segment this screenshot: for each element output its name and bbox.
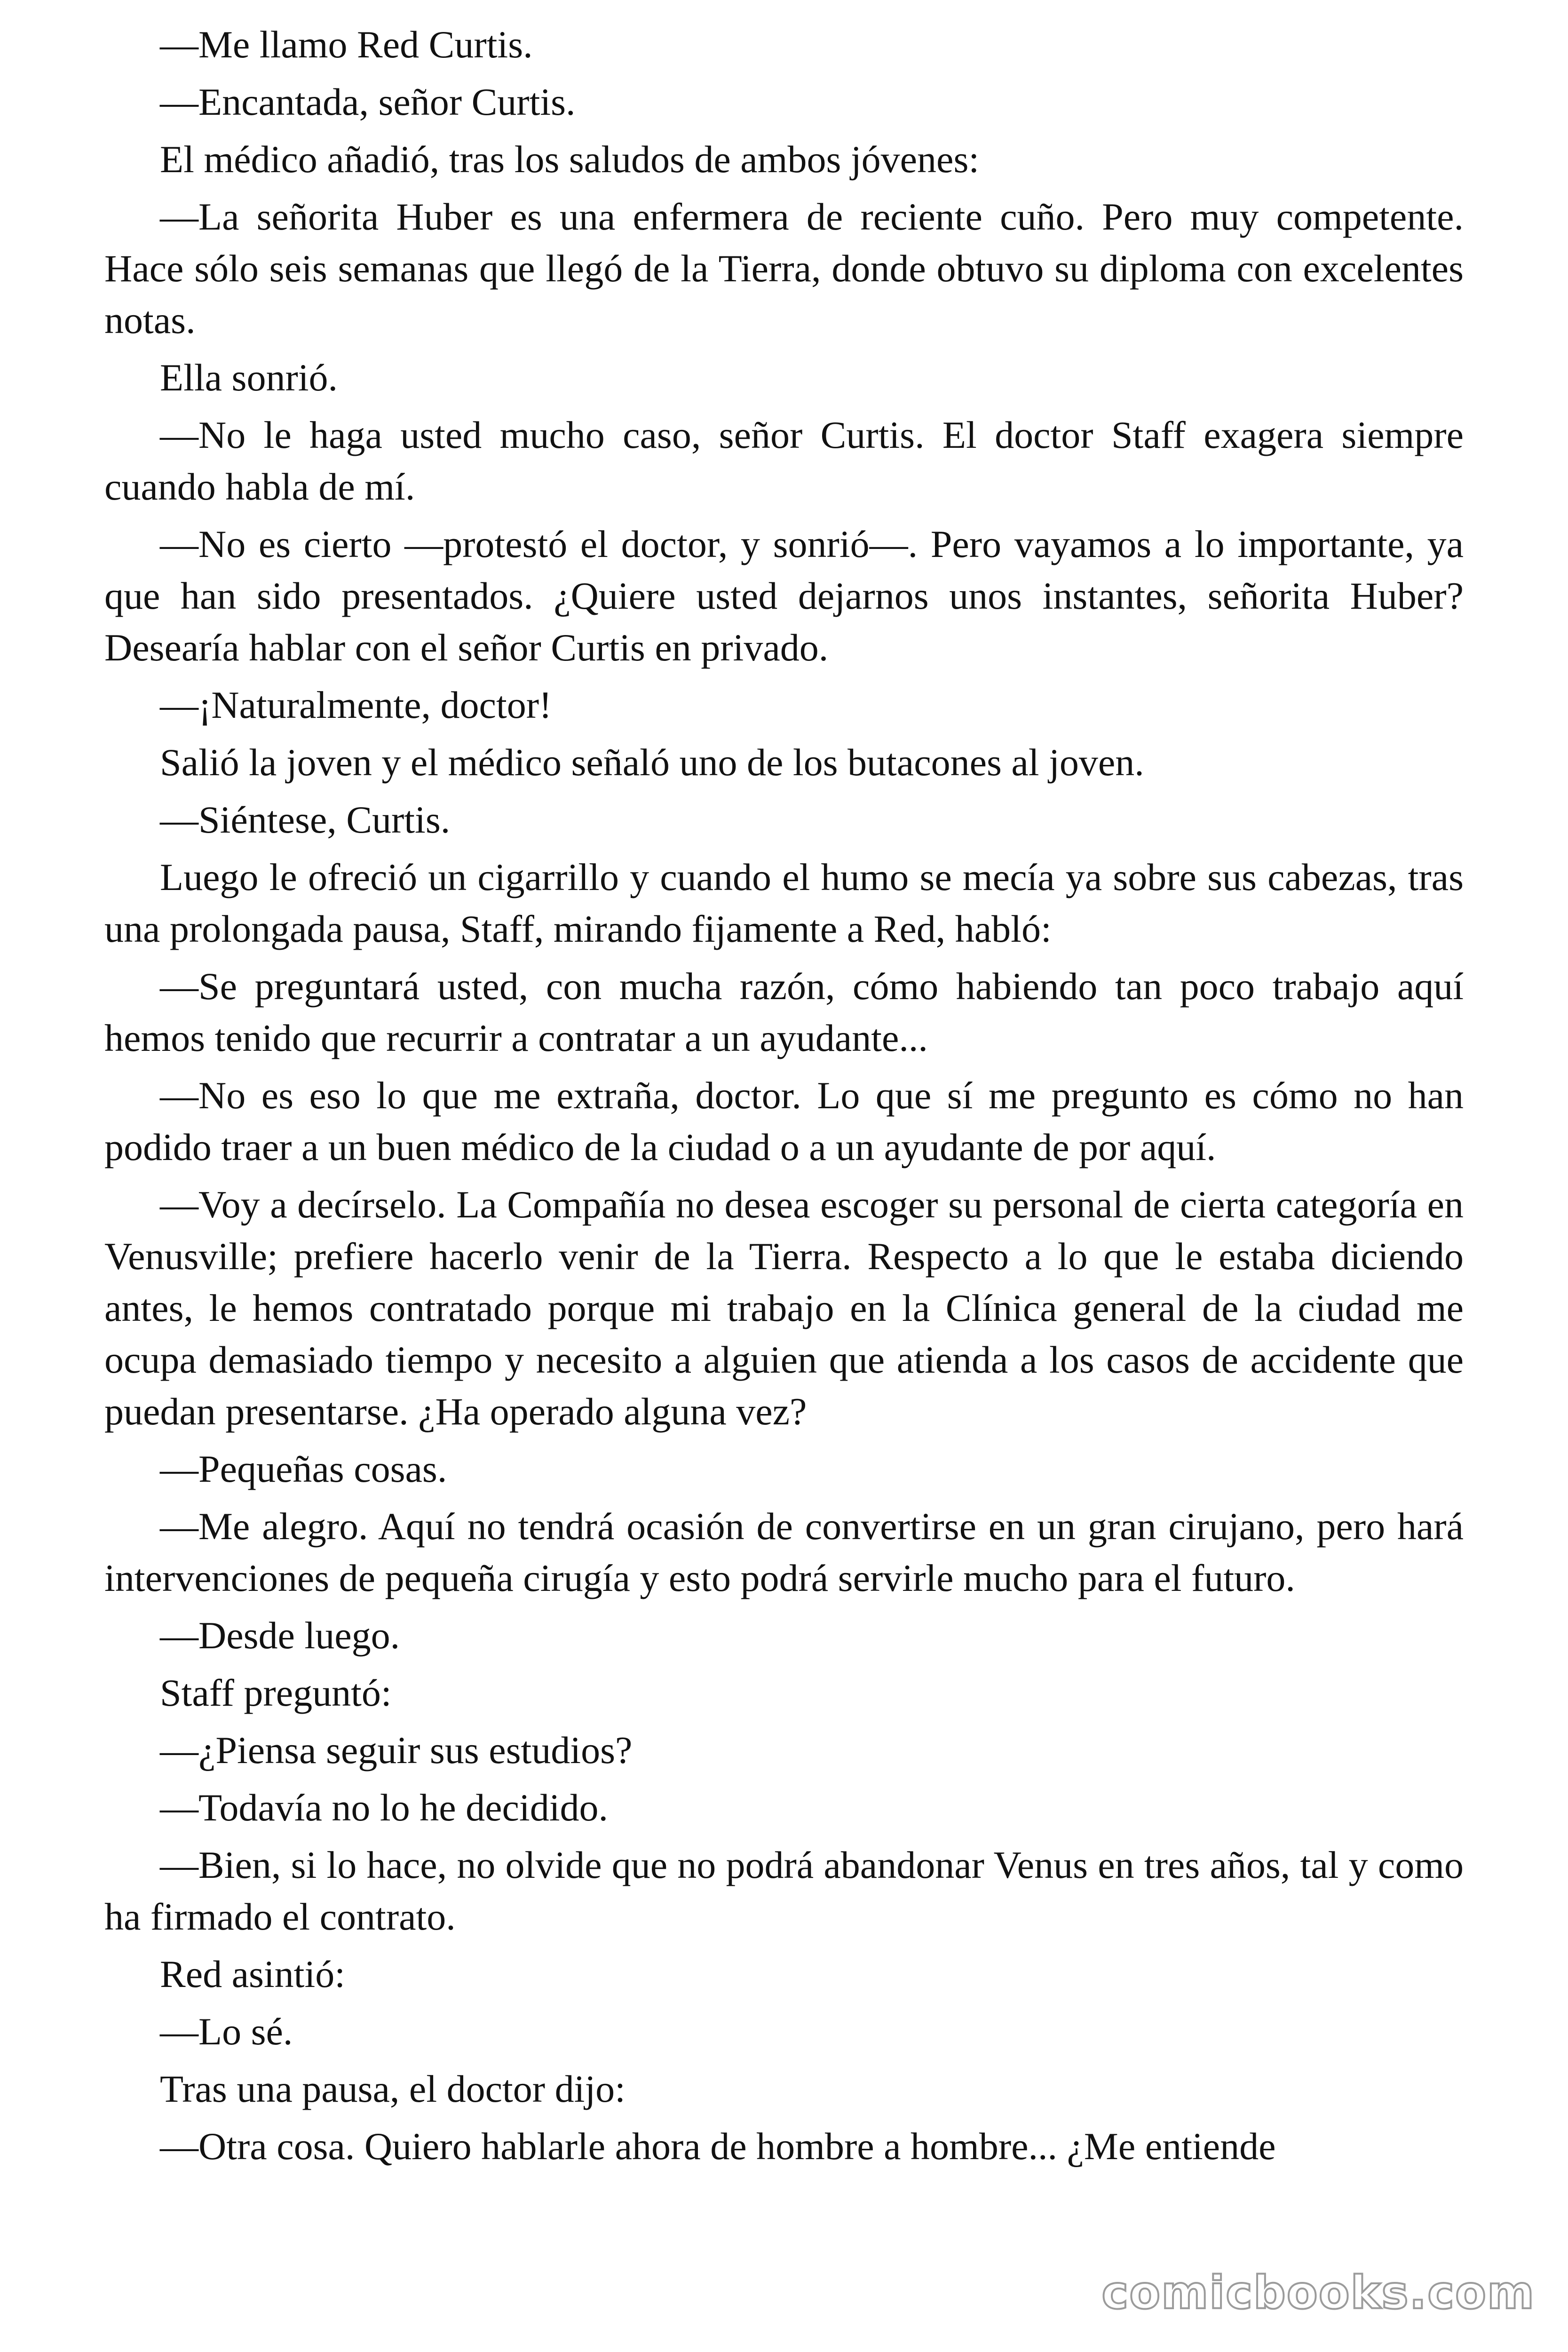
paragraph: —Bien, si lo hace, no olvide que no podrá abandonar Venus en tres años, tal y como ha firmado el contrato. [104,1843,1464,1938]
paragraph: —Me alegro. Aquí no tendrá ocasión de convertirse en un gran cirujano, pero hará intervenciones de pequeña cirugía y esto podrá servirle mucho para el futuro. [104,1505,1464,1599]
watermark: comicbooks.com [1101,2266,1535,2319]
paragraph: —No es cierto —protestó el doctor, y sonrió—. Pero vayamos a lo importante, ya que han sido presentados. ¿Quiere usted dejarnos unos instantes, señorita Huber? Desearía hablar con el señor Curtis en privado. [104,523,1464,669]
paragraph: —No le haga usted mucho caso, señor Curtis. El doctor Staff exagera siempre cuando habla de mí. [104,413,1464,508]
paragraph: —Lo sé. [160,2010,293,2053]
paragraph: Tras una pausa, el doctor dijo: [160,2067,626,2110]
paragraph: Staff preguntó: [160,1671,392,1714]
paragraph: —La señorita Huber es una enfermera de reciente cuño. Pero muy competente. Hace sólo seis semanas que llegó de la Tierra, donde obtuvo su diploma con excelentes notas. [104,195,1464,342]
paragraph: —Me llamo Red Curtis. [160,23,533,66]
paragraph: —Otra cosa. Quiero hablarle ahora de hombre a hombre... ¿Me entiende [160,2125,1276,2168]
paragraph: Salió la joven y el médico señaló uno de los butacones al joven. [160,741,1144,784]
paragraph: Ella sonrió. [160,356,338,399]
paragraph: —Voy a decírselo. La Compañía no desea escoger su personal de cierta categoría en Venusville; prefiere hacerlo venir de la Tierra. Respecto a lo que le estaba diciendo antes, le hemos contratado porque mi trabajo en la Clínica general de la ciudad me ocupa demasiado tiempo y necesito a alguien que atienda a los casos de accidente que puedan presentarse. ¿Ha operado alguna vez? [104,1183,1464,1433]
paragraph: —Siéntese, Curtis. [160,798,451,841]
paragraph: —Todavía no lo he decidido. [160,1786,608,1829]
paragraph: —Encantada, señor Curtis. [160,80,576,123]
paragraph: —Se preguntará usted, con mucha razón, cómo habiendo tan poco trabajo aquí hemos tenido que recurrir a contratar a un ayudante... [104,965,1464,1059]
paragraph: El médico añadió, tras los saludos de ambos jóvenes: [160,138,980,181]
page-body [104,19,1464,2178]
paragraph: —¿Piensa seguir sus estudios? [160,1729,633,1772]
paragraph: Luego le ofreció un cigarrillo y cuando el humo se mecía ya sobre sus cabezas, tras una prolongada pausa, Staff, mirando fijamente a Red, habló: [104,856,1464,950]
paragraph: —¡Naturalmente, doctor! [160,683,552,726]
paragraph: Red asintió: [160,1953,346,1995]
paragraph: —Desde luego. [160,1614,400,1657]
paragraph: —Pequeñas cosas. [160,1447,447,1490]
paragraph: —No es eso lo que me extraña, doctor. Lo que sí me pregunto es cómo no han podido traer a un buen médico de la ciudad o a un ayudante de por aquí. [104,1074,1464,1168]
